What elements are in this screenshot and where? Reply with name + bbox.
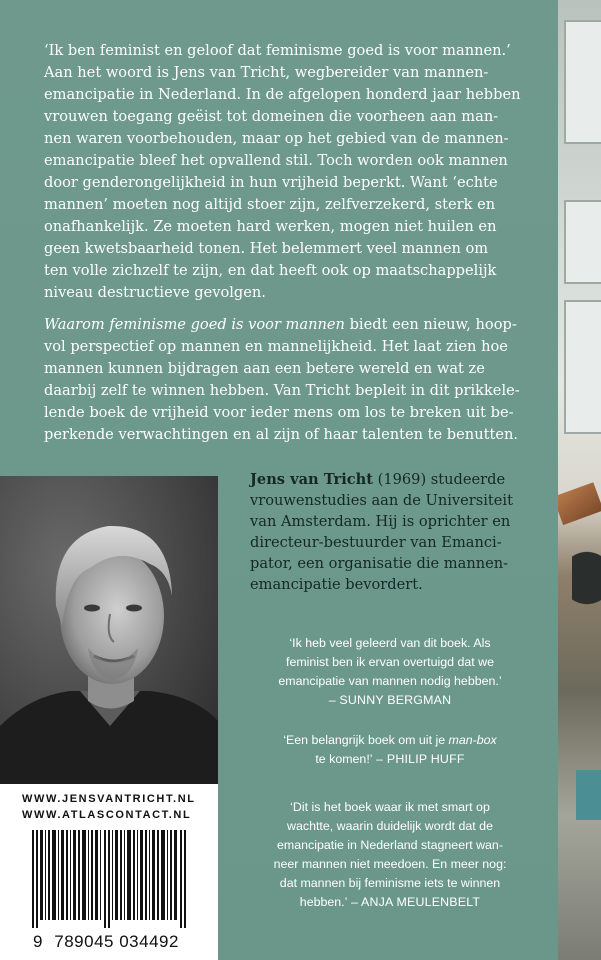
bio-line: pator, een organisatie die mannen- [250,555,509,572]
isbn-group-2: 034492 [119,932,179,951]
blurb-line: vol perspectief op mannen en mannelijkheid. Het laat zien hoe [44,338,508,355]
author-bio [250,469,550,595]
blurb-paragraph-2 [44,314,548,446]
blurb-line: geen kwetsbaarheid tonen. Het belemmert veel mannen om [44,240,489,257]
author-website-url: WWW.JENSVANTRICHT.NL [22,793,196,805]
front-cover-photo-strip [558,0,601,960]
blurb-line: Aan het woord is Jens van Tricht, wegbereider van mannen- [44,64,489,81]
quote-line: te komen!’ [315,752,373,766]
blurb-line: ten volle zichzelf te zijn, en dat heeft ook op maatschappelijk [44,262,497,279]
isbn-group-1: 789045 [54,932,114,951]
blurb-paragraph-1 [44,40,548,304]
machine-wheel [572,530,601,650]
window-pane [564,20,601,144]
review-quote-1 [228,634,552,710]
bio-line: vrouwenstudies aan de Universiteit [250,492,513,509]
bio-line: (1969) studeerde [373,471,506,488]
quote-line: ‘Dit is het boek waar ik met smart op [290,800,490,814]
blurb-line: emancipatie in Nederland. In de afgelopen honderd jaar hebben [44,86,521,103]
blurb-line: onafhankelijk. Ze moeten hard werken, mogen niet huilen en [44,218,497,235]
review-quote-3 [228,798,552,912]
quote-line: hebben.’ [299,895,348,909]
quote-line: wachtte, waarin duidelijk wordt dat de [287,819,493,833]
isbn-lead-digit: 9 [33,932,44,951]
window-pane [564,200,601,284]
quote-line: ‘Ik heb veel geleerd van dit boek. Als [289,636,491,650]
machine-part [558,482,601,525]
blurb-line: vrouwen toegang geëist tot domeinen die voorheen aan man- [44,108,499,125]
quote-line: neer mannen niet meedoen. En meer nog: [273,857,507,871]
quote-source: – ANJA MEULENBELT [347,895,481,909]
blurb-line: mannen kunnen bijdragen aan een betere wereld en wat ze [44,360,485,377]
blurb-line: niveau destructieve gevolgen. [44,284,266,301]
blurb-line: ‘Ik ben feminist en geloof dat feminisme goed is voor mannen.’ [44,42,511,59]
review-quote-2 [228,731,552,769]
isbn-number [0,932,218,952]
author-photo [0,476,218,784]
quote-source: – PHILIP HUFF [372,752,465,766]
machine-part [576,770,601,820]
book-title-italic: Waarom feminisme goed is voor mannen [44,316,345,333]
quote-source: – SUNNY BERGMAN [328,693,452,707]
bio-line: van Amsterdam. Hij is oprichter en [250,513,511,530]
blurb-line: nen waren voorbehouden, maar op het gebied van de mannen- [44,130,509,147]
blurb-text [44,40,548,446]
quote-line: dat mannen bij feminisme iets te winnen [279,876,501,890]
quote-italic: man-box [448,733,497,747]
bio-line: emancipatie bevordert. [250,576,423,593]
blurb-line: emancipatie bleef het opvallend stil. Toch worden ook mannen [44,152,508,169]
window-pane [564,300,601,434]
blurb-line: mannen’ moeten nog altijd stoer zijn, zelfverzekerd, sterk en [44,196,496,213]
quote-line: ‘Een belangrijk boek om uit je [283,733,449,747]
author-name: Jens van Tricht [250,471,373,488]
publisher-website-url: WWW.ATLASCONTACT.NL [22,809,192,821]
bio-line: directeur-bestuurder van Emanci- [250,534,502,551]
blurb-line: lende boek de vrijheid voor ieder mens om los te breken uit be- [44,404,514,421]
blurb-line: daarbij zelf te winnen hebben. Van Tricht bepleit in dit prikkele- [44,382,520,399]
blurb-line: door genderongelijkheid in hun vrijheid beperkt. Want ‘echte [44,174,498,191]
barcode-icon [30,830,190,928]
blurb-line: perkende verwachtingen en al zijn of haar talenten te benutten. [44,426,518,443]
author-portrait-icon [0,476,218,784]
blurb-line: biedt een nieuw, hoop- [344,316,517,333]
quote-line: emancipatie in Nederland stagneert wan- [277,838,503,852]
quote-line: feminist ben ik ervan overtuigd dat we [286,655,494,669]
quote-line: emancipatie van mannen nodig hebben.’ [278,674,502,688]
